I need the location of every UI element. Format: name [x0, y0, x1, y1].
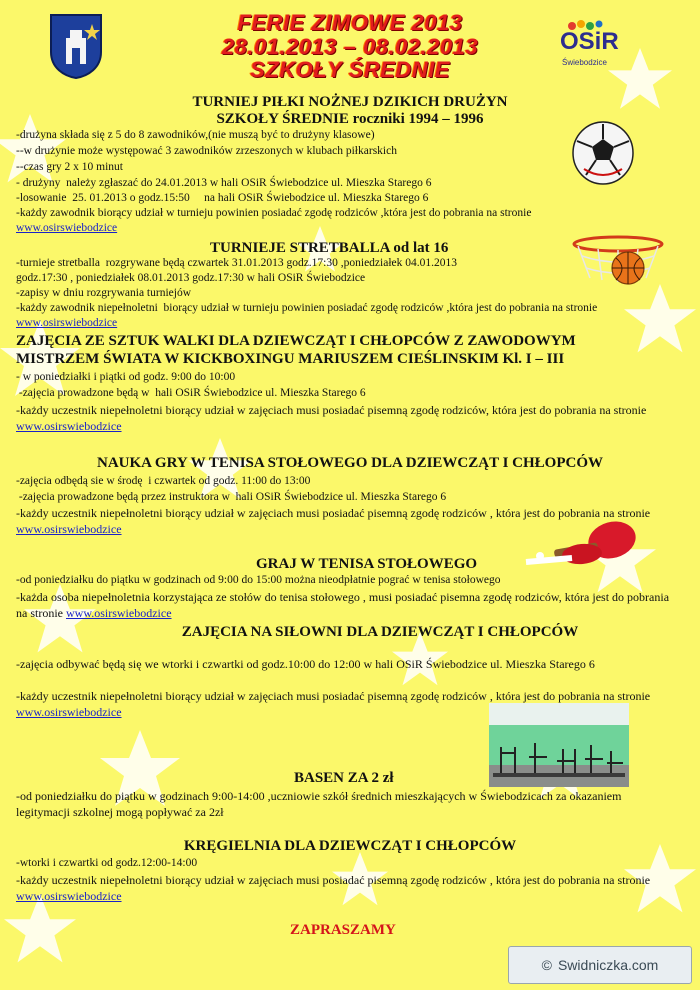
table-tennis-lessons-line: -zajęcia prowadzone będą przez instruktora w hali OSiR Świebodzice ul. Mieszka Starego 6: [16, 491, 447, 503]
pool-heading: BASEN ZA 2 zł: [294, 770, 394, 786]
martial-arts-heading-2: MISTRZEM ŚWIATA W KICKBOXINGU MARIUSZEM CIEŚLINSKIM Kl. I – III: [16, 351, 565, 367]
ping-pong-paddles-icon: [524, 518, 638, 568]
martial-arts-heading: ZAJĘCIA ZE SZTUK WALKI DLA DZIEWCZĄT I CHŁOPCÓW Z ZAWODOWYM: [16, 333, 576, 349]
free-table-tennis-consent-text: -każda osoba niepełnoletnia korzystająca ze stołów do tenisa stołowego , musi posiadać pisemna zgodę rodziców, która jest do pobrania na stronie: [16, 590, 670, 620]
football-ball-icon: [566, 119, 640, 187]
free-table-tennis-consent: [16, 589, 676, 621]
football-heading: TURNIEJ PIŁKI NOŻNEJ DZIKICH DRUŻYN: [192, 94, 508, 110]
swidniczka-watermark: [508, 946, 692, 984]
gym-photo: [489, 703, 629, 787]
table-tennis-lessons-line: -zajęcia odbędą sie w środę i czwartek od godz. 11:00 do 13:00: [16, 475, 311, 487]
poster-subtitle: SZKOŁY ŚREDNIE: [250, 57, 450, 82]
football-line: --czas gry 2 x 10 minut: [16, 161, 123, 173]
copyright-icon: ©: [541, 957, 552, 973]
martial-arts-link[interactable]: www.osirswiebodzice: [16, 419, 122, 433]
invitation-text: ZAPRASZAMY: [290, 922, 396, 938]
table-tennis-lessons-consent-text: -każdy uczestnik niepełnoletni biorący udział w zajęciach musi posiadać pisemną zgodę rodziców , która jest do pobrania na stronie: [16, 506, 651, 520]
martial-arts-consent-text: -każdy uczestnik niepełnoletni biorący udział w zajęciach musi posiadać pisemną zgodę rodziców, która jest do pobrania na stronie: [16, 403, 647, 417]
basketball-hoop-icon: [568, 234, 668, 290]
gym-schedule: -zajęcia odbywać będą się we wtorki i czwartki od godz.10:00 do 12:00 w hali OSiR Świebodzice ul. Mieszka Starego 6: [16, 657, 595, 671]
pool-text: -od poniedziałku do piątku w godzinach 9:00-14:00 ,uczniowie szkół średnich mieszkających w Świebodzicach za okazaniem legitymacji szkolnej mogą popływać za 2zł: [16, 789, 622, 819]
martial-arts-line: - w poniedziałki i piątki od godz. 9:00 do 10:00: [16, 371, 236, 383]
streetball-line: -każdy zawodnik niepełnoletni biorący udział w turnieju powinien posiadać zgodę rodziców ,która jest do pobrania na stronie: [16, 302, 598, 314]
martial-arts-line: -zajęcia prowadzone będą w hali OSiR Świebodzice ul. Mieszka Starego 6: [16, 387, 366, 399]
table-tennis-lessons-link[interactable]: www.osirswiebodzice: [16, 522, 122, 536]
bowling-schedule: -wtorki i czwartki od godz.12:00-14:00: [16, 857, 198, 869]
watermark-text: Swidniczka.com: [557, 957, 659, 973]
osir-logo-sub: Świebodzice: [562, 58, 607, 67]
free-table-tennis-line: -od poniedziałku do piątku w godzinach od 9:00 do 15:00 można nieodpłatnie pograć w tenisa stołowego: [16, 574, 501, 586]
football-link[interactable]: www.osirswiebodzice: [16, 222, 118, 234]
free-table-tennis-link[interactable]: www.osirswiebodzice: [66, 606, 172, 620]
football-line: -każdy zawodnik biorący udział w turnieju powinien posiadać zgodę rodziców ,która jest do pobrania na stronie: [16, 207, 532, 219]
bowling-heading: KRĘGIELNIA DLA DZIEWCZĄT I CHŁOPCÓW: [183, 838, 517, 854]
gym-link[interactable]: www.osirswiebodzice: [16, 705, 122, 719]
football-line: -drużyna składa się z 5 do 8 zawodników,(nie muszą być to drużyny klasowe): [16, 129, 375, 141]
osir-logo-text: OSiR: [560, 28, 619, 55]
gym-heading: ZAJĘCIA NA SIŁOWNI DLA DZIEWCZĄT I CHŁOPCÓW: [181, 624, 579, 640]
streetball-link[interactable]: www.osirswiebodzice: [16, 317, 118, 329]
bowling-consent: [16, 872, 676, 904]
table-tennis-lessons-heading: NAUKA GRY W TENISA STOŁOWEGO DLA DZIEWCZĄT I CHŁOPCÓW: [97, 455, 603, 471]
poster-dates: 28.01.2013 – 08.02.2013: [221, 34, 479, 59]
streetball-heading: TURNIEJE STRETBALLA od lat 16: [210, 240, 449, 256]
bowling-consent-text: -każdy uczestnik niepełnoletni biorący udział w zajęciach musi posiadać pisemną zgodę rodziców , która jest do pobrania na stronie: [16, 873, 651, 887]
football-subheading: SZKOŁY ŚREDNIE roczniki 1994 – 1996: [216, 111, 484, 127]
bowling-link[interactable]: www.osirswiebodzice: [16, 889, 122, 903]
free-table-tennis-heading: GRAJ W TENISA STOŁOWEGO: [256, 556, 478, 572]
gym-consent-text: -każdy uczestnik niepełnoletni biorący udział w zajęciach musi posiadać pisemną zgodę rodziców , która jest do pobrania na stronie: [16, 689, 651, 703]
streetball-line: -turnieje stretballa rozgrywane będą czwartek 31.01.2013 godz.17:30 ,poniedziałek 04.01.2013: [16, 257, 458, 269]
poster-title: FERIE ZIMOWE 2013: [237, 10, 463, 35]
osir-logo: [556, 18, 656, 74]
football-line: -losowanie 25. 01.2013 o godz.15:50 na hali OSiR Świebodzice ul. Mieszka Starego 6: [16, 192, 429, 204]
martial-arts-consent: [16, 402, 656, 434]
coat-of-arms-icon: [48, 12, 104, 80]
football-line: - drużyny należy zgłaszać do 24.01.2013 w hali OSiR Świebodzice ul. Mieszka Starego 6: [16, 177, 432, 189]
streetball-line: -zapisy w dniu rozgrywania turniejów: [16, 287, 192, 299]
football-line: --w drużynie może występować 3 zawodników zrzeszonych w klubach piłkarskich: [16, 145, 397, 157]
streetball-line: godz.17:30 , poniedziałek 08.01.2013 godz.17:30 w hali OSiR Świebodzice: [16, 272, 366, 284]
